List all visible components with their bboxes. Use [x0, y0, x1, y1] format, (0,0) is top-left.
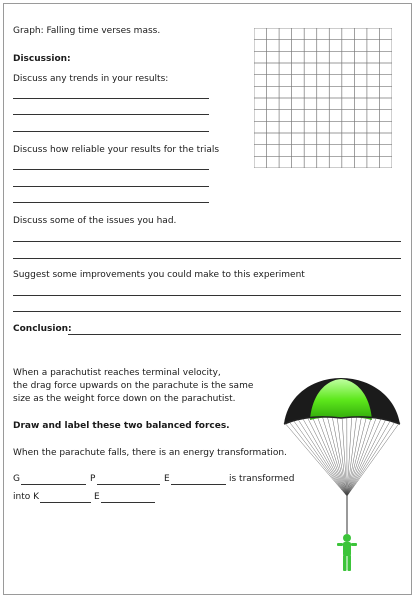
- blank-e1-line[interactable]: [171, 484, 226, 485]
- blank-e1-label: E: [164, 474, 170, 484]
- terminal-line-2: the drag force upwards on the parachute is the same: [13, 381, 254, 391]
- blank-k-label: into K: [13, 492, 40, 502]
- conclusion-answer-line[interactable]: [68, 334, 401, 335]
- graph-title: Graph: Falling time verses mass.: [13, 26, 161, 36]
- blank-p-label: P: [90, 474, 96, 484]
- issues-question: Discuss some of the issues you had.: [13, 216, 177, 226]
- terminal-line-1: When a parachutist reaches terminal velocity,: [13, 368, 221, 378]
- improvements-answer-line-2[interactable]: [13, 311, 401, 312]
- graph-grid: [254, 28, 392, 168]
- terminal-line-3: size as the weight force down on the parachutist.: [13, 394, 236, 404]
- worksheet-page: [3, 3, 412, 595]
- draw-instruction: Draw and label these two balanced forces.: [13, 421, 230, 431]
- blank-e2-line[interactable]: [101, 502, 155, 503]
- parachutist-figure: [337, 534, 357, 571]
- parachute-illustration: [274, 376, 409, 581]
- reliability-question: Discuss how reliable your results for the trials: [13, 145, 220, 155]
- reliability-answer-line-2[interactable]: [13, 186, 209, 187]
- blank-k-line[interactable]: [40, 502, 91, 503]
- reliability-answer-line-3[interactable]: [13, 202, 209, 203]
- reliability-answer-line-1[interactable]: [13, 169, 209, 170]
- issues-answer-line-1[interactable]: [13, 241, 401, 242]
- blank-g-label: G: [13, 474, 20, 484]
- issues-answer-line-2[interactable]: [13, 258, 401, 259]
- trends-question: Discuss any trends in your results:: [13, 74, 169, 84]
- blank-e2-label: E: [94, 492, 100, 502]
- trends-answer-line-1[interactable]: [13, 98, 209, 99]
- transformed-text: is transformed: [229, 474, 295, 484]
- trends-answer-line-2[interactable]: [13, 114, 209, 115]
- trends-answer-line-3[interactable]: [13, 131, 209, 132]
- blank-g-line[interactable]: [21, 484, 86, 485]
- improvements-question: Suggest some improvements you could make to this experiment: [13, 270, 305, 280]
- discussion-heading: Discussion:: [13, 54, 71, 64]
- improvements-answer-line-1[interactable]: [13, 295, 401, 296]
- energy-sentence: When the parachute falls, there is an energy transformation.: [13, 448, 287, 458]
- blank-p-line[interactable]: [97, 484, 160, 485]
- conclusion-label: Conclusion:: [13, 324, 72, 334]
